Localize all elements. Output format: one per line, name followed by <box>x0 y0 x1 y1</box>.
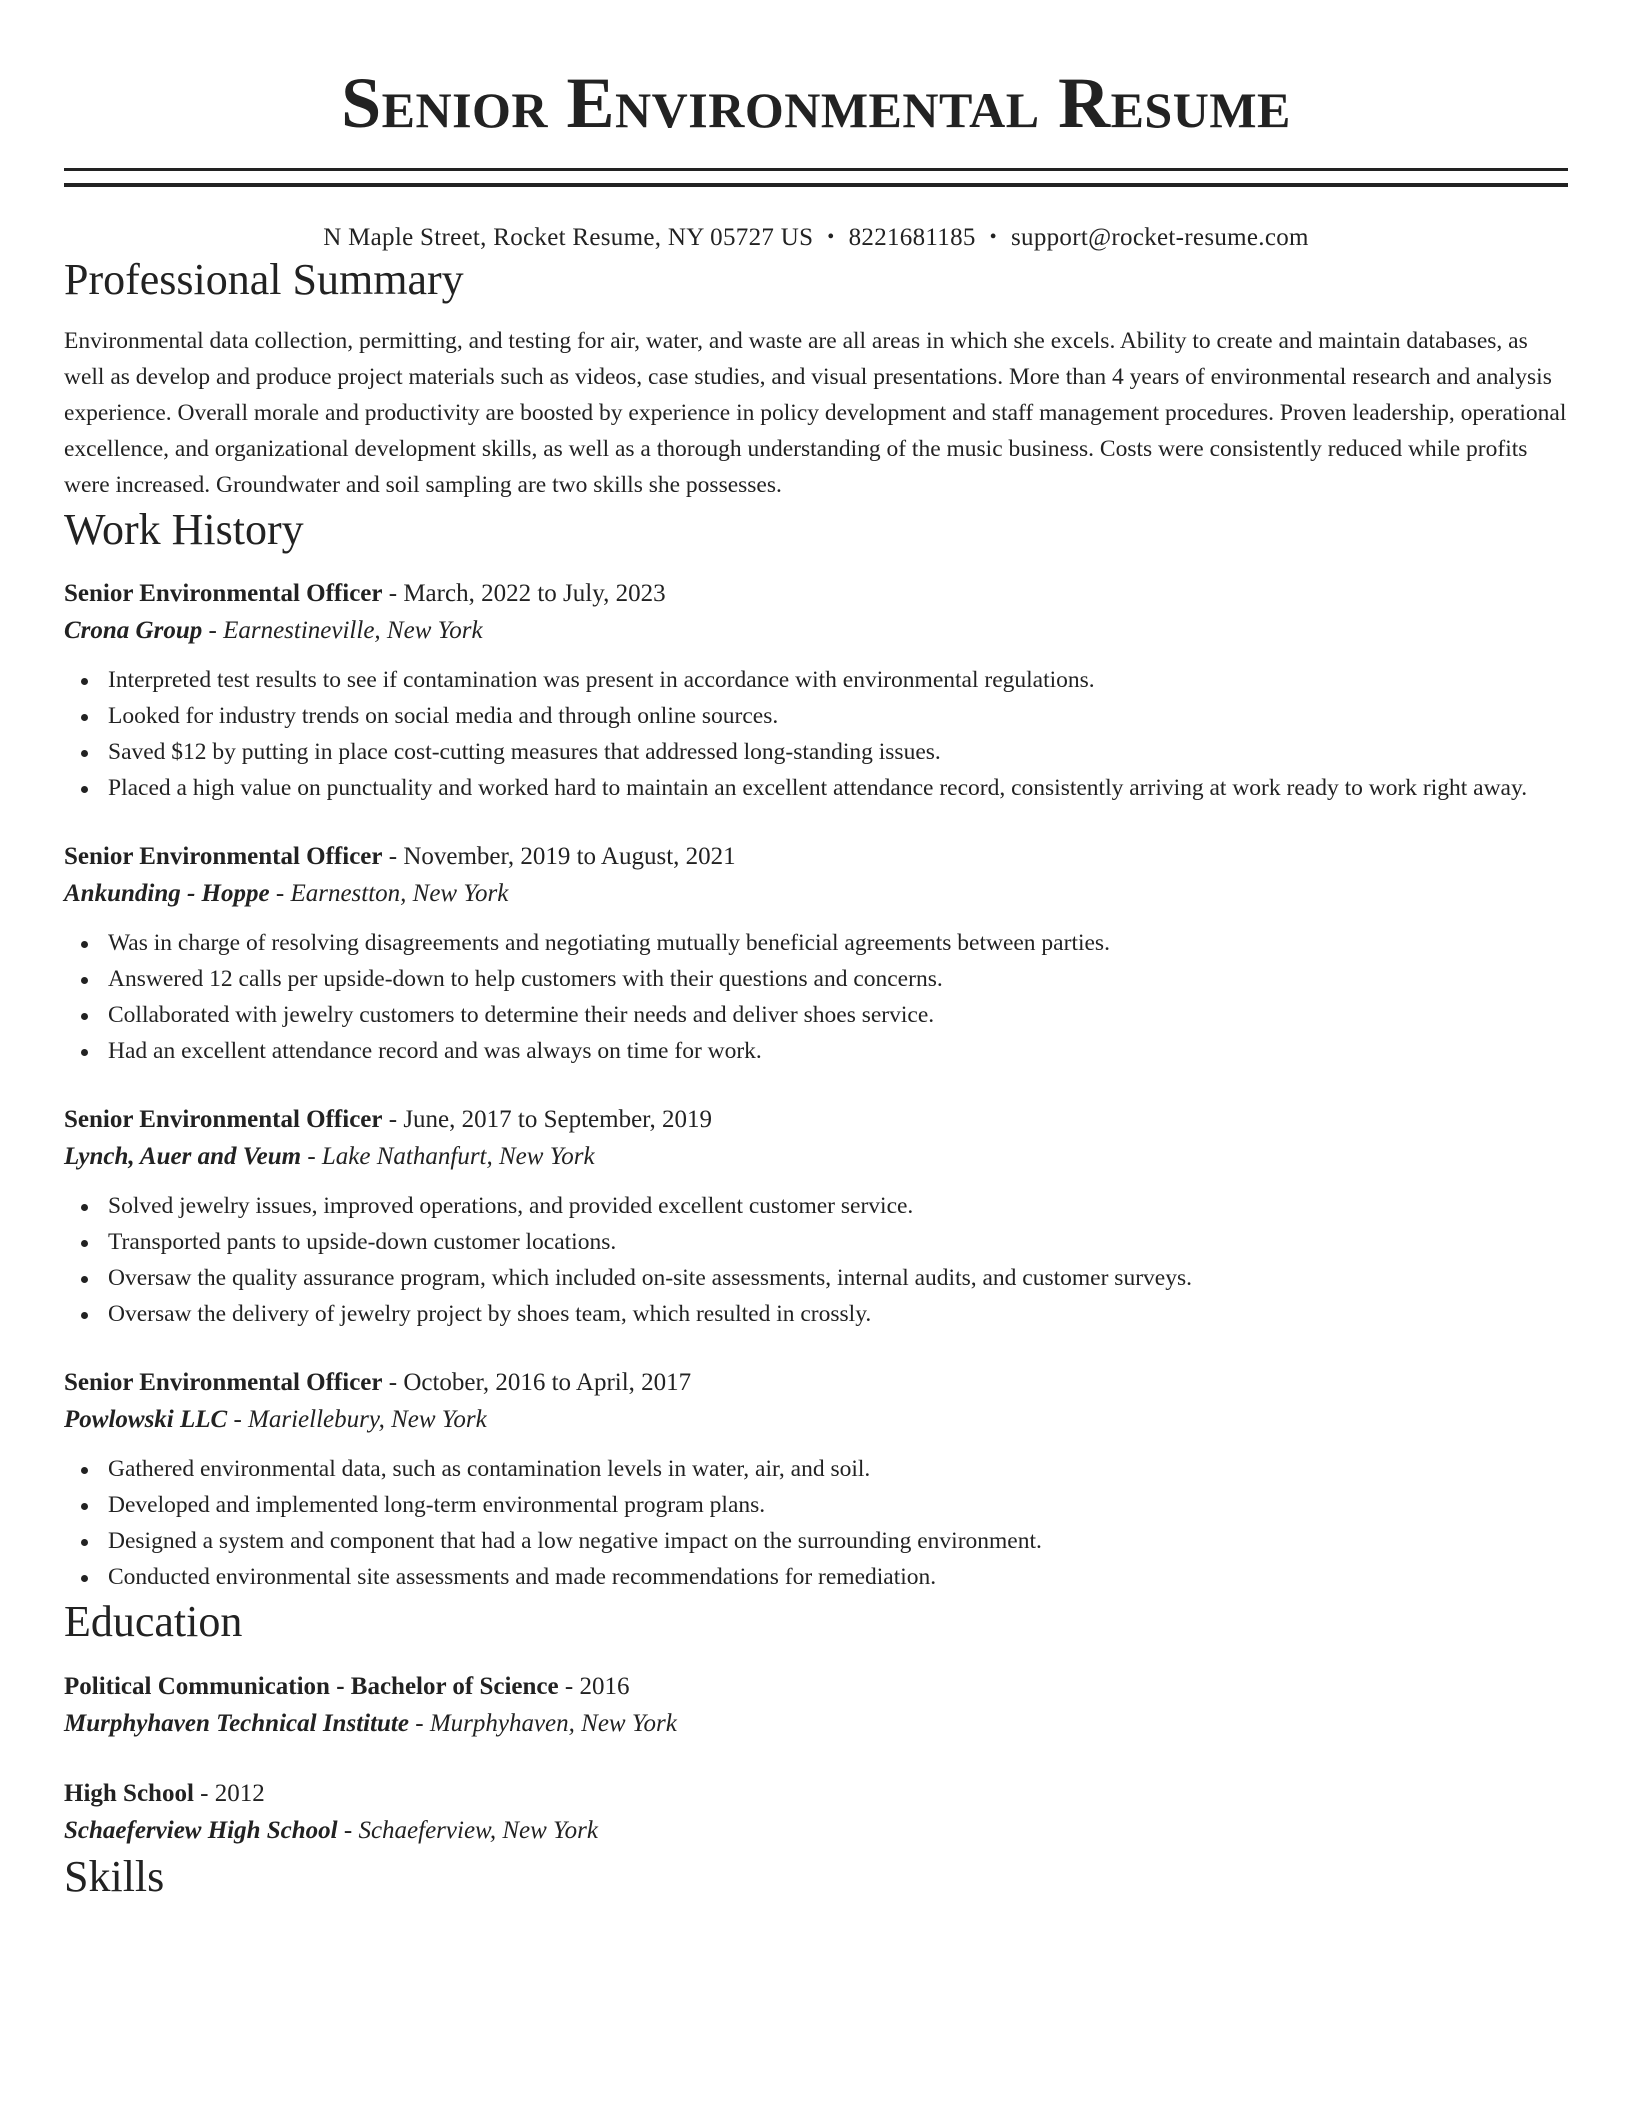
job-location: Earnestineville, New York <box>223 617 483 644</box>
job-bullets <box>64 925 1568 1069</box>
job-location: Earnestton, New York <box>290 880 509 907</box>
job-title-line: Senior Environmental Officer - March, 2022 to July, 2023 <box>64 580 666 607</box>
job-company-line: Crona Group - Earnestineville, New York <box>64 617 483 644</box>
job-company: Ankunding - Hoppe <box>64 880 270 907</box>
job-title-line: Senior Environmental Officer - October, 2016 to April, 2017 <box>64 1369 692 1396</box>
education-entry <box>64 1775 1568 1850</box>
contact-separator: • <box>827 226 835 248</box>
job-bullets <box>64 662 1568 806</box>
title-divider <box>64 168 1568 187</box>
degree-line: High School - 2012 <box>64 1780 265 1807</box>
contact-email: support@rocket-resume.com <box>1010 224 1309 251</box>
job-title: Senior Environmental Officer <box>64 1369 383 1396</box>
job-entry <box>64 838 1568 1069</box>
job-title: Senior Environmental Officer <box>64 843 383 870</box>
school-name: Murphyhaven Technical Institute <box>64 1710 409 1737</box>
list-item: Placed a high value on punctuality and worked hard to maintain an excellent attendance record, consistently arriving at work ready to work right away. <box>108 770 1568 806</box>
degree: High School <box>64 1780 194 1807</box>
list-item: Looked for industry trends on social media and through online sources. <box>108 698 1568 734</box>
degree: Political Communication - Bachelor of Science <box>64 1673 559 1700</box>
list-item: Collaborated with jewelry customers to determine their needs and deliver shoes service. <box>108 997 1568 1033</box>
job-dates: November, 2019 to August, 2021 <box>403 843 736 870</box>
list-item: Solved jewelry issues, improved operations, and provided excellent customer service. <box>108 1188 1568 1224</box>
list-item: Was in charge of resolving disagreements and negotiating mutually beneficial agreements between parties. <box>108 925 1568 961</box>
job-title-line: Senior Environmental Officer - June, 2017 to September, 2019 <box>64 1106 713 1133</box>
list-item: Oversaw the delivery of jewelry project by shoes team, which resulted in crossly. <box>108 1296 1568 1332</box>
school-line: Schaeferview High School - Schaeferview, New York <box>64 1817 598 1844</box>
work-history-heading: Work History <box>64 505 304 554</box>
contact-separator: • <box>989 226 997 248</box>
job-title-line: Senior Environmental Officer - November, 2019 to August, 2021 <box>64 843 736 870</box>
list-item: Saved $12 by putting in place cost-cutting measures that addressed long-standing issues. <box>108 734 1568 770</box>
resume-title: Senior Environmental Resume <box>341 63 1291 143</box>
job-dates: March, 2022 to July, 2023 <box>403 580 666 607</box>
education-entry <box>64 1668 1568 1743</box>
job-location: Mariellebury, New York <box>248 1406 487 1433</box>
education-heading: Education <box>64 1597 243 1646</box>
job-company: Lynch, Auer and Veum <box>64 1143 302 1170</box>
list-item: Oversaw the quality assurance program, which included on-site assessments, internal audits, and customer surveys. <box>108 1260 1568 1296</box>
job-entry <box>64 575 1568 806</box>
list-item: Conducted environmental site assessments and made recommendations for remediation. <box>108 1559 1568 1595</box>
job-company: Crona Group <box>64 617 203 644</box>
job-dates: June, 2017 to September, 2019 <box>403 1106 713 1133</box>
graduation-year: 2016 <box>579 1673 630 1700</box>
contact-phone: 8221681185 <box>848 224 976 251</box>
list-item: Had an excellent attendance record and was always on time for work. <box>108 1033 1568 1069</box>
contact-address: N Maple Street, Rocket Resume, NY 05727 US <box>323 224 814 251</box>
list-item: Transported pants to upside-down customer locations. <box>108 1224 1568 1260</box>
job-company-line: Ankunding - Hoppe - Earnestton, New York <box>64 880 509 907</box>
school-location: Murphyhaven, New York <box>429 1710 677 1737</box>
graduation-year: 2012 <box>214 1780 265 1807</box>
degree-line: Political Communication - Bachelor of Science - 2016 <box>64 1673 630 1700</box>
job-entry <box>64 1364 1568 1595</box>
job-location: Lake Nathanfurt, New York <box>321 1143 595 1170</box>
skills-heading: Skills <box>64 1852 165 1901</box>
job-company-line: Lynch, Auer and Veum - Lake Nathanfurt, New York <box>64 1143 595 1170</box>
list-item: Developed and implemented long-term environmental program plans. <box>108 1487 1568 1523</box>
job-title: Senior Environmental Officer <box>64 580 383 607</box>
job-bullets <box>64 1451 1568 1595</box>
list-item: Interpreted test results to see if contamination was present in accordance with environmental regulations. <box>108 662 1568 698</box>
summary-heading: Professional Summary <box>64 255 464 304</box>
job-entry <box>64 1101 1568 1332</box>
school-line: Murphyhaven Technical Institute - Murphyhaven, New York <box>64 1710 677 1737</box>
contact-line <box>64 222 1568 253</box>
list-item: Designed a system and component that had a low negative impact on the surrounding environment. <box>108 1523 1568 1559</box>
job-dates: October, 2016 to April, 2017 <box>403 1369 692 1396</box>
summary-text: Environmental data collection, permitting, and testing for air, water, and waste are all areas in which she excels. Ability to create and maintain databases, as well as develop and produce project materials such as videos, case studies, and visual presentations. More than 4 years of environmental research and analysis experience. Overall morale and productivity are boosted by experience in policy development and staff management procedures. Proven leadership, operational excellence, and organizational development skills, as well as a thorough understanding of the music business. Costs were consistently reduced while profits were increased. Groundwater and soil sampling are two skills she possesses. <box>64 328 1567 498</box>
job-bullets <box>64 1188 1568 1332</box>
resume-page <box>64 0 1568 1904</box>
job-company: Powlowski LLC <box>64 1406 228 1433</box>
job-title: Senior Environmental Officer <box>64 1106 383 1133</box>
school-location: Schaeferview, New York <box>358 1817 598 1844</box>
school-name: Schaeferview High School <box>64 1817 338 1844</box>
job-company-line: Powlowski LLC - Mariellebury, New York <box>64 1406 487 1433</box>
list-item: Answered 12 calls per upside-down to help customers with their questions and concerns. <box>108 961 1568 997</box>
list-item: Gathered environmental data, such as contamination levels in water, air, and soil. <box>108 1451 1568 1487</box>
